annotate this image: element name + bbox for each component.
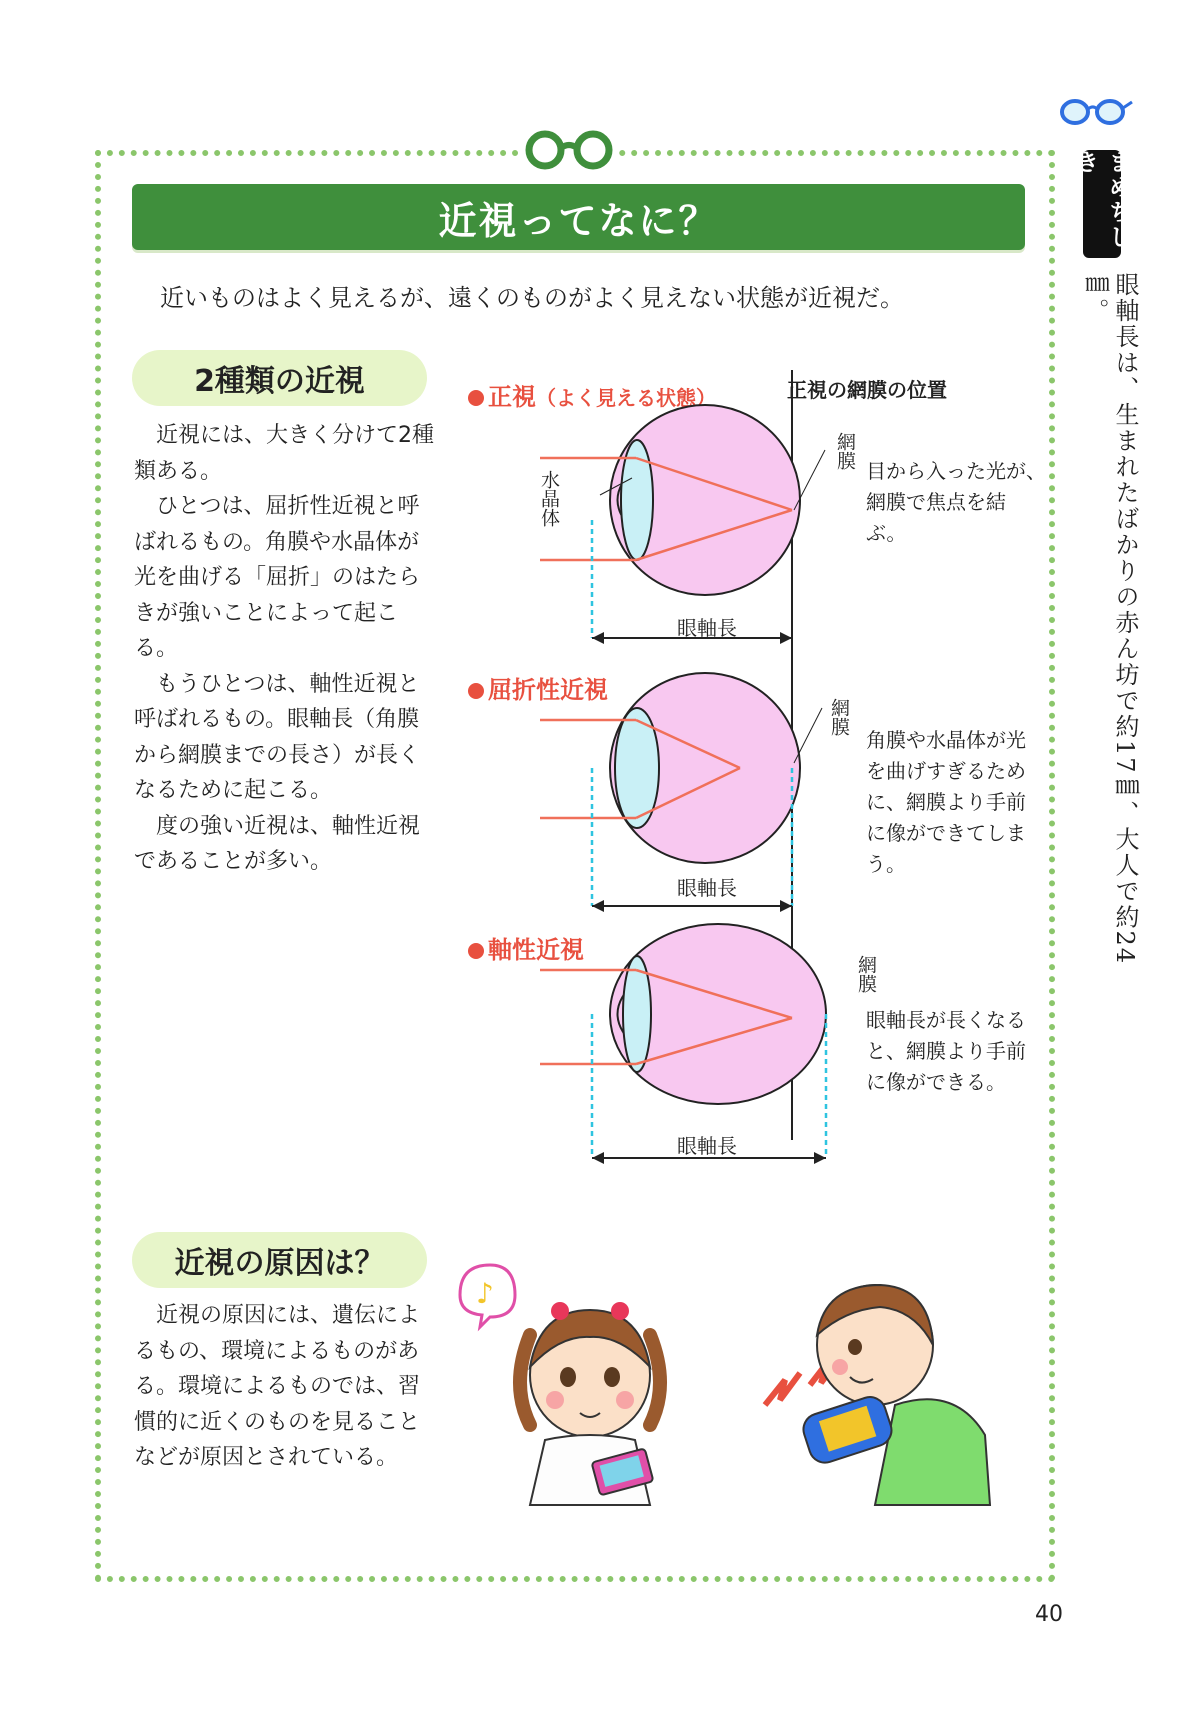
- paragraph: もうひとつは、軸性近視と呼ばれるもの。眼軸長（角膜から網膜までの長さ）が長くなるために起こる。: [134, 671, 421, 803]
- bullet-dot-icon: [468, 683, 484, 699]
- section2-body: [134, 1298, 436, 1476]
- retina-position-label: 正視の網膜の位置: [787, 378, 947, 402]
- axial-length-label: 眼軸長: [677, 1134, 737, 1158]
- girl-with-phone-illustration: [450, 1255, 690, 1515]
- eye-normal: [540, 405, 825, 644]
- note-normal: 目から入った光が、網膜で焦点を結ぶ。: [866, 459, 1046, 545]
- retina-label: 網膜: [834, 432, 856, 470]
- eye-refractive: [540, 673, 822, 912]
- section-heading-causes-label: 近視の原因は？: [174, 1246, 385, 1281]
- eye-axial: [540, 924, 826, 1164]
- glasses-icon: [1058, 94, 1132, 128]
- eye-title-axial-label: 軸性近視: [488, 936, 584, 964]
- paragraph: 近視の原因には、遺伝によるもの、環境によるものがある。環境によるものでは、習慣的に近くのものを見ることなどが原因とされている。: [134, 1303, 421, 1470]
- section-heading-causes: [132, 1232, 427, 1288]
- eye-subtitle-normal: （よく見える状態）: [536, 386, 716, 410]
- mamechishiki-tab: まめちしき: [1083, 150, 1121, 258]
- section-heading-types: [132, 350, 427, 406]
- bullet-dot-icon: [468, 943, 484, 959]
- title-banner: [132, 184, 1025, 250]
- sidebar-text: 眼軸長は、生まれたばかりの赤ん坊で約17㎜、大人で約24㎜。: [1081, 272, 1139, 966]
- eye-title-refractive-label: 屈折性近視: [488, 676, 608, 704]
- paragraph: 度の強い近視は、軸性近視であることが多い。: [134, 813, 421, 874]
- paragraph: 近視には、大きく分けて2種類ある。: [134, 423, 434, 484]
- boy-with-game-illustration: [755, 1255, 1015, 1515]
- glasses-icon: [523, 130, 615, 170]
- paragraph: ひとつは、屈折性近視と呼ばれるもの。角膜や水晶体が光を曲げる「屈折」のはたらきが強いことによって起こる。: [134, 494, 421, 661]
- lead-text: 近いものはよく見えるが、遠くのものがよく見えない状態が近視だ。: [160, 284, 904, 312]
- page-title: 近視ってなに？: [438, 198, 719, 243]
- axial-length-label: 眼軸長: [677, 616, 737, 640]
- eye-title-normal-label: 正視: [488, 383, 536, 411]
- note-axial: 眼軸長が長くなると、網膜より手前に像ができる。: [866, 1008, 1026, 1094]
- section-heading-types-label: 2種類の近視: [194, 364, 365, 399]
- eye-diagrams: [500, 370, 1100, 1150]
- retina-label: 網膜: [855, 955, 877, 993]
- retina-label: 網膜: [828, 698, 850, 736]
- page-number: 40: [1035, 1602, 1063, 1627]
- lens-label: 水晶体: [538, 470, 560, 527]
- axial-length-label: 眼軸長: [677, 876, 737, 900]
- section1-body: [134, 418, 436, 880]
- bullet-dot-icon: [468, 390, 484, 406]
- music-note-icon: ♪: [476, 1277, 494, 1310]
- note-refractive: 角膜や水晶体が光を曲げすぎるために、網膜より手前に像ができてしまう。: [866, 728, 1026, 876]
